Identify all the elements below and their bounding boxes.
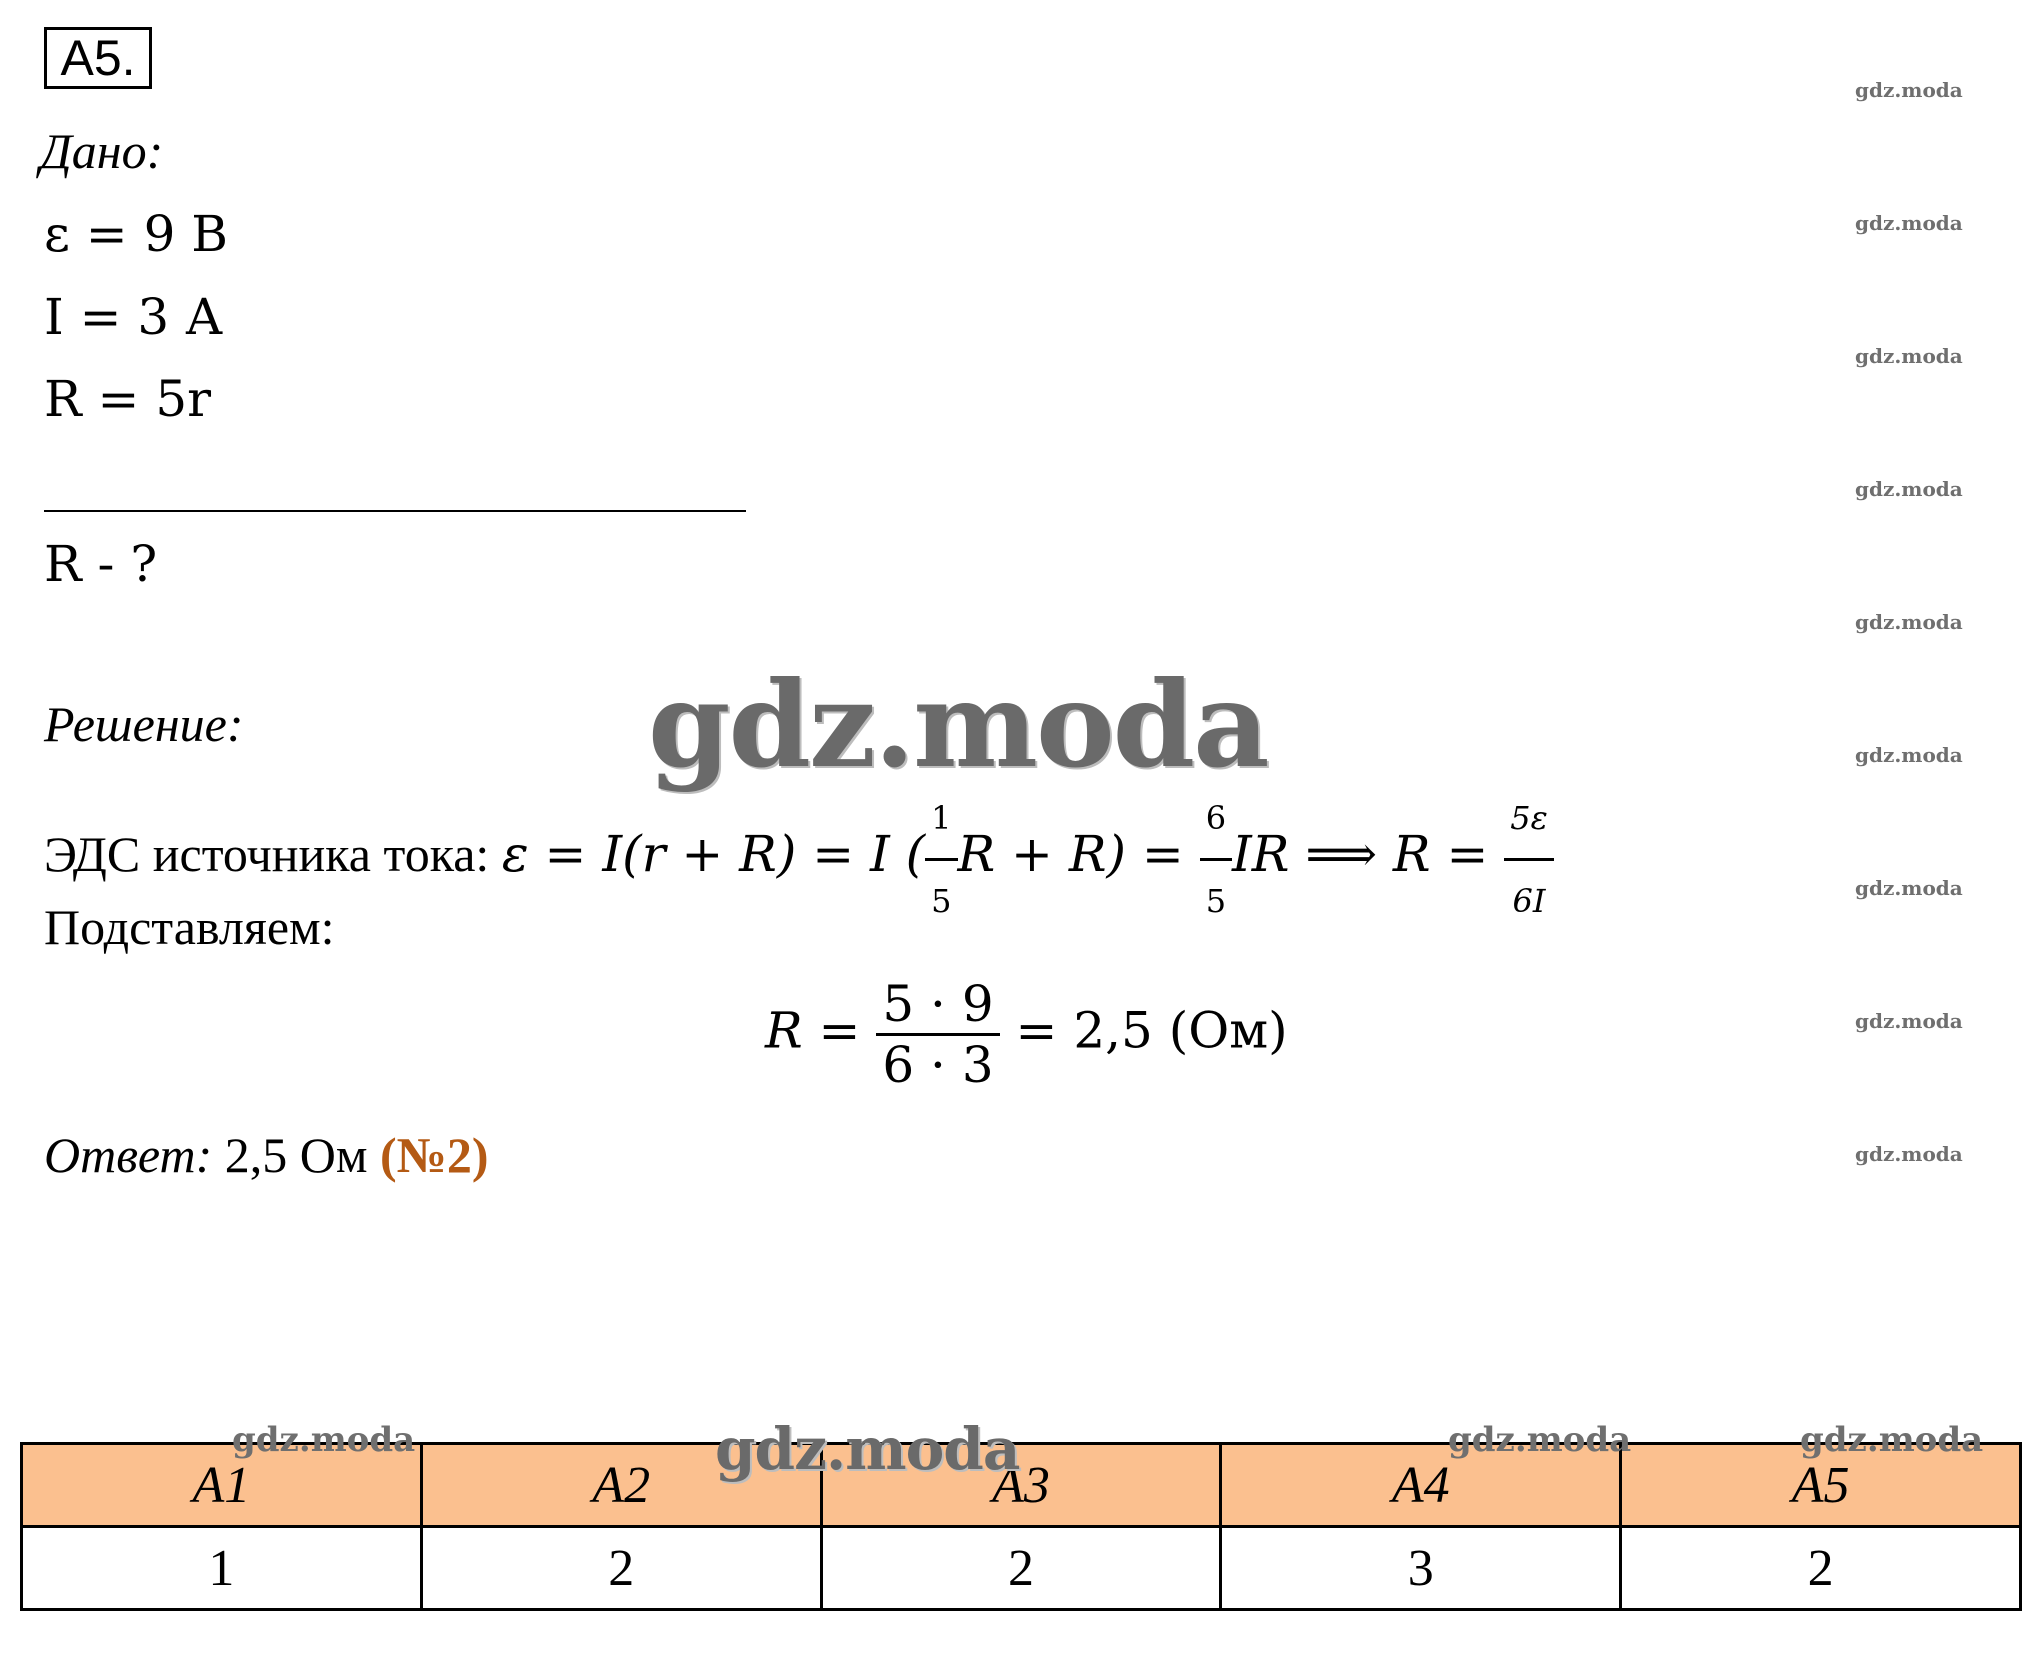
value-cell: 1 xyxy=(22,1527,422,1610)
solution-heading: Решение: xyxy=(44,696,244,752)
frac3-den: 6I xyxy=(1512,882,1546,920)
watermark: gdz.moda xyxy=(1855,876,1963,900)
frac2-den: 5 xyxy=(1205,882,1227,920)
calc-num: 5 · 9 xyxy=(876,975,999,1036)
task-label: A5. xyxy=(44,27,152,89)
answer-label: Ответ: xyxy=(44,1127,213,1183)
given-heading: Дано: xyxy=(40,123,164,179)
emf-formula-2: R + R) = xyxy=(957,824,1200,883)
watermark: gdz.moda xyxy=(1855,211,1963,235)
value-cell: 3 xyxy=(1221,1527,1621,1610)
watermark-large: gdz.moda xyxy=(648,655,1268,794)
emf-formula-1: ε = I(r + R) = I ( xyxy=(501,824,926,883)
answer-choice: (№2) xyxy=(379,1127,489,1183)
header-cell: A3 xyxy=(821,1444,1221,1527)
watermark: gdz.moda xyxy=(1855,344,1963,368)
answers-table xyxy=(20,1442,2022,1611)
given-emf: ε = 9 В xyxy=(44,205,229,263)
calc-fraction xyxy=(876,975,999,1094)
watermark: gdz.moda xyxy=(1855,477,1963,501)
fraction-one-fifth xyxy=(925,778,957,941)
answers-value-row xyxy=(22,1527,2021,1610)
frac3-num: 5ε xyxy=(1504,778,1554,861)
watermark: gdz.moda xyxy=(1855,743,1963,767)
watermark: gdz.moda xyxy=(1855,1009,1963,1033)
calc-rhs: = 2,5 (Ом) xyxy=(999,1001,1288,1060)
calc-lhs: R = xyxy=(765,1001,877,1060)
answer-line xyxy=(44,1126,489,1184)
substitute-label: Подставляем: xyxy=(44,899,335,955)
header-cell: A5 xyxy=(1621,1444,2021,1527)
header-cell: A2 xyxy=(421,1444,821,1527)
value-cell: 2 xyxy=(821,1527,1221,1610)
header-cell: A1 xyxy=(22,1444,422,1527)
header-cell: A4 xyxy=(1221,1444,1621,1527)
answer-value: 2,5 Ом xyxy=(212,1127,380,1183)
find-question: R - ? xyxy=(44,535,158,593)
frac2-num: 6 xyxy=(1200,778,1232,861)
watermark-medium: gdz.moda xyxy=(715,1415,1020,1483)
watermark: gdz.moda xyxy=(232,1420,416,1460)
watermark: gdz.moda xyxy=(1855,78,1963,102)
value-cell: 2 xyxy=(421,1527,821,1610)
fraction-six-fifths xyxy=(1200,778,1232,941)
watermark: gdz.moda xyxy=(1855,1142,1963,1166)
divider-line xyxy=(44,510,746,512)
given-current: I = 3 А xyxy=(44,288,224,346)
watermark: gdz.moda xyxy=(1448,1420,1632,1460)
watermark: gdz.moda xyxy=(1800,1420,1984,1460)
calculation xyxy=(765,975,1288,1094)
emf-prefix: ЭДС источника тока: xyxy=(44,825,502,882)
value-cell: 2 xyxy=(1621,1527,2021,1610)
frac1-den: 5 xyxy=(931,882,952,920)
watermark: gdz.moda xyxy=(1855,610,1963,634)
given-resistance: R = 5r xyxy=(44,370,212,428)
emf-formula-3: IR ⟹ R = xyxy=(1232,824,1505,883)
fraction-result xyxy=(1504,778,1554,941)
calc-den: 6 · 3 xyxy=(882,1036,994,1094)
frac1-num: 1 xyxy=(925,778,957,861)
